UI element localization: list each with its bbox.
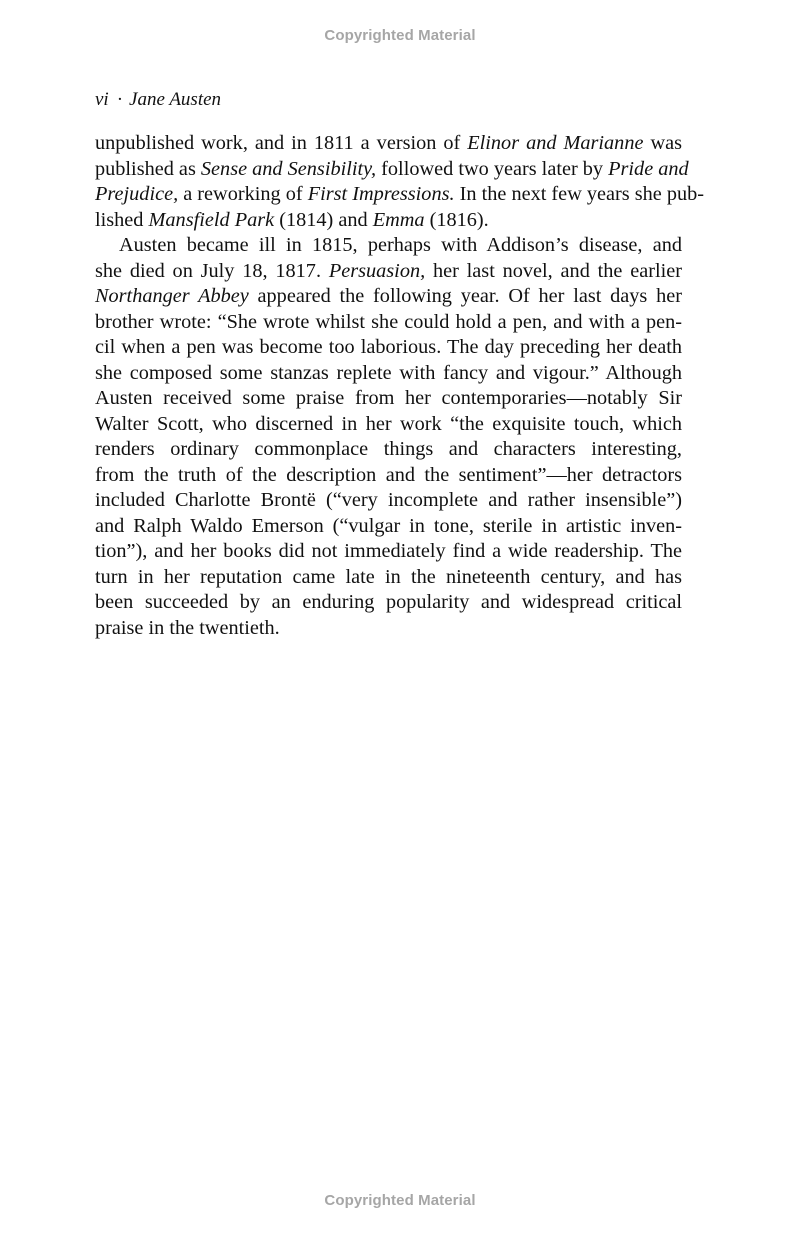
text-line [95,259,682,285]
text-run: from the truth of the description and the sentiment”—her detractors [95,463,682,486]
text-run: unpublished work, and in 1811 a version of [95,132,468,154]
text-run: In the next few years she pub- [454,183,705,205]
text-run: Austen received some praise from her contemporaries—notably Sir [95,387,682,409]
italic-title: Emma [372,208,425,231]
text-run: Walter Scott, who discerned in her work “the exquisite touch, which [95,412,682,435]
text-line [95,131,682,157]
text-run: (1814) and [274,208,373,231]
text-run: Austen became ill in 1815, perhaps with Addison’s disease, and [119,234,682,256]
text-line [95,157,689,183]
text-line [95,284,682,310]
text-line [95,233,682,259]
text-run: followed two years later by [376,157,609,180]
text-run: included Charlotte Brontë (“very incomplete and rather insensible”) [95,489,682,511]
text-run: a reworking of [178,183,308,205]
text-run: turn in her reputation came late in the nineteenth century, and has [95,565,682,588]
text-line [95,182,705,208]
text-line [95,361,682,387]
text-line [95,208,682,234]
italic-title: Elinor and Marianne [467,132,644,154]
italic-title: First Impressions. [307,183,455,205]
text-run: published as [95,157,201,180]
running-head-separator: · [116,89,124,110]
text-line [95,539,682,565]
text-line [95,386,682,412]
text-line [95,437,682,463]
text-line [95,463,682,489]
italic-title: Prejudice, [95,183,179,205]
text-line [95,412,682,438]
text-run: she died on July 18, 1817. [95,259,329,282]
copyright-watermark-bottom: Copyrighted Material [324,1192,476,1209]
running-head-author: Jane Austen [129,89,222,110]
text-line [95,310,682,336]
text-run: her last novel, and the earlier [425,259,682,282]
text-line [95,335,682,361]
paragraph [95,233,682,641]
text-run: (1816). [424,208,489,231]
text-run: brother wrote: “She wrote whilst she could hold a pen, and with a pen- [95,310,682,333]
text-line [95,565,682,591]
copyright-watermark-top: Copyrighted Material [324,27,476,44]
italic-title: Pride and [608,157,689,180]
running-head [95,89,221,111]
text-run: lished [95,208,149,231]
text-line [95,616,682,642]
body-text [95,131,705,641]
text-run: she composed some stanzas replete with fancy and vigour.” Although [95,361,682,384]
text-run: appeared the following year. Of her last days her [248,285,683,307]
italic-title: Northanger Abbey [95,285,249,307]
text-run: was [643,132,682,154]
paragraph [95,131,705,233]
text-run: and Ralph Waldo Emerson (“vulgar in tone, sterile in artistic inven- [95,514,682,537]
text-run: tion”), and her books did not immediately find a wide readership. The [95,540,682,562]
text-run: cil when a pen was become too laborious. The day preceding her death [95,336,682,358]
italic-title: Sense and Sensibility, [200,157,377,180]
text-line [95,488,682,514]
text-line [95,590,682,616]
text-line [95,514,682,540]
text-run: praise in the twentieth. [95,616,280,639]
page-number: vi [95,89,109,110]
italic-title: Persuasion, [328,259,426,282]
text-run: renders ordinary commonplace things and characters interesting, [95,438,682,460]
text-run: been succeeded by an enduring popularity and widespread critical [95,591,682,613]
italic-title: Mansfield Park [148,208,275,231]
